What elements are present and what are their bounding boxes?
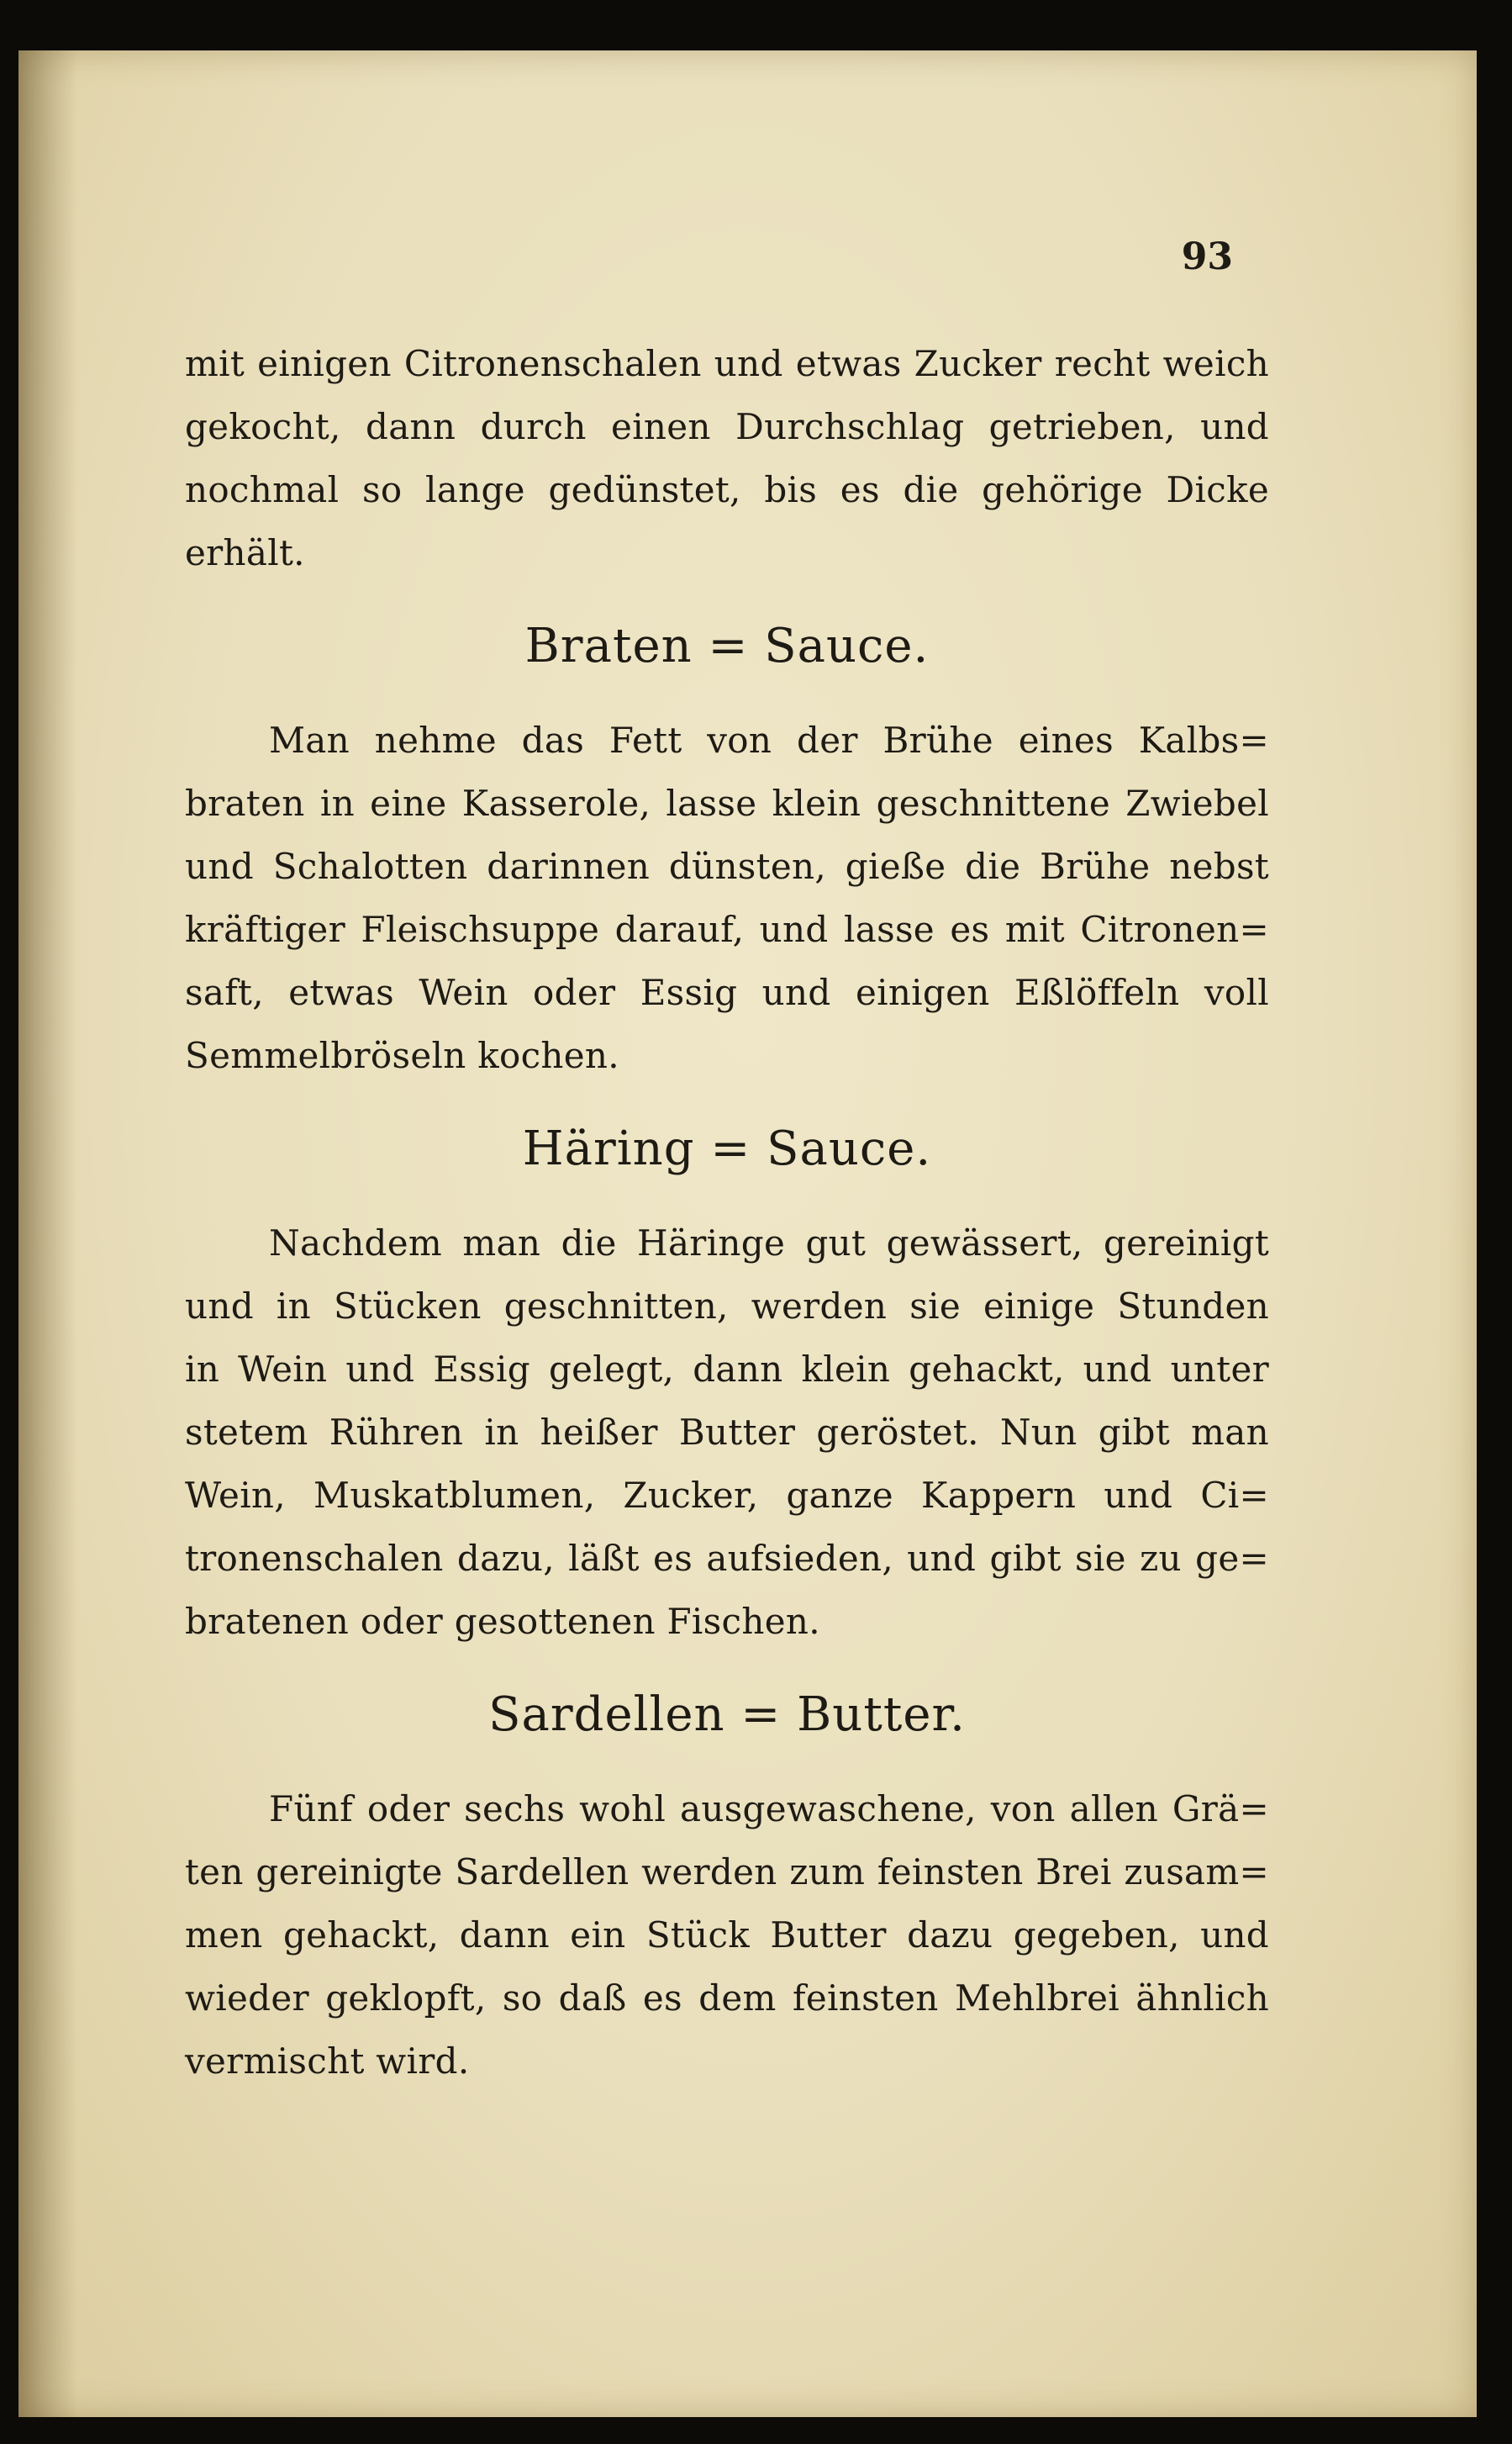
intro-paragraph [185, 332, 1269, 584]
text-line: Wein, Muskatblumen, Zucker, ganze Kappern und Ci= [185, 1475, 1269, 1516]
text-line: Nachdem man die Häringe gut gewässert, gereinigt [269, 1222, 1269, 1264]
page-sheet [18, 50, 1477, 2417]
page-body [185, 332, 1269, 2093]
page-number: 93 [1181, 235, 1233, 278]
text-line: und Schalotten darinnen dünsten, gieße die Brühe nebst [185, 846, 1269, 887]
text-line: erhält. [185, 532, 305, 573]
recipe-sardellen-butter [185, 1673, 1269, 2093]
text-line: nochmal so lange gedünstet, bis es die gehörige Dicke [185, 469, 1269, 510]
text-line: vermischt wird. [185, 2040, 470, 2082]
recipe-title: Sardellen = Butter. [488, 1687, 966, 1742]
text-line: Fünf oder sechs wohl ausgewaschene, von allen Grä= [269, 1788, 1269, 1829]
text-line: kräftiger Fleischsuppe darauf, und lasse es mit Citronen= [185, 909, 1269, 950]
text-line: gekocht, dann durch einen Durchschlag getrieben, und [185, 406, 1269, 447]
recipe-haering-sauce [185, 1107, 1269, 1653]
recipe-braten-sauce [185, 604, 1269, 1087]
text-line: tronenschalen dazu, läßt es aufsieden, und gibt sie zu ge= [185, 1538, 1269, 1579]
text-line: ten gereinigte Sardellen werden zum feinsten Brei zusam= [185, 1851, 1269, 1892]
text-line: mit einigen Citronenschalen und etwas Zucker recht weich [185, 343, 1269, 384]
text-line: men gehackt, dann ein Stück Butter dazu gegeben, und [185, 1914, 1269, 1956]
text-line: stetem Rühren in heißer Butter geröstet. Nun gibt man [185, 1412, 1269, 1453]
text-line: Semmelbröseln kochen. [185, 1035, 619, 1076]
text-line: bratenen oder gesottenen Fischen. [185, 1601, 820, 1642]
recipe-title: Braten = Sauce. [524, 619, 930, 673]
text-line: Man nehme das Fett von der Brühe eines Kalbs= [269, 720, 1269, 761]
text-line: wieder geklopft, so daß es dem feinsten Mehlbrei ähnlich [185, 1977, 1269, 2019]
book-gutter-shadow [18, 50, 77, 2417]
text-line: in Wein und Essig gelegt, dann klein gehackt, und unter [185, 1349, 1269, 1390]
recipe-title: Häring = Sauce. [522, 1122, 932, 1176]
text-line: und in Stücken geschnitten, werden sie einige Stunden [185, 1285, 1269, 1327]
text-line: saft, etwas Wein oder Essig und einigen Eßlöffeln voll [185, 972, 1269, 1013]
text-line: braten in eine Kasserole, lasse klein geschnittene Zwiebel [185, 783, 1269, 824]
